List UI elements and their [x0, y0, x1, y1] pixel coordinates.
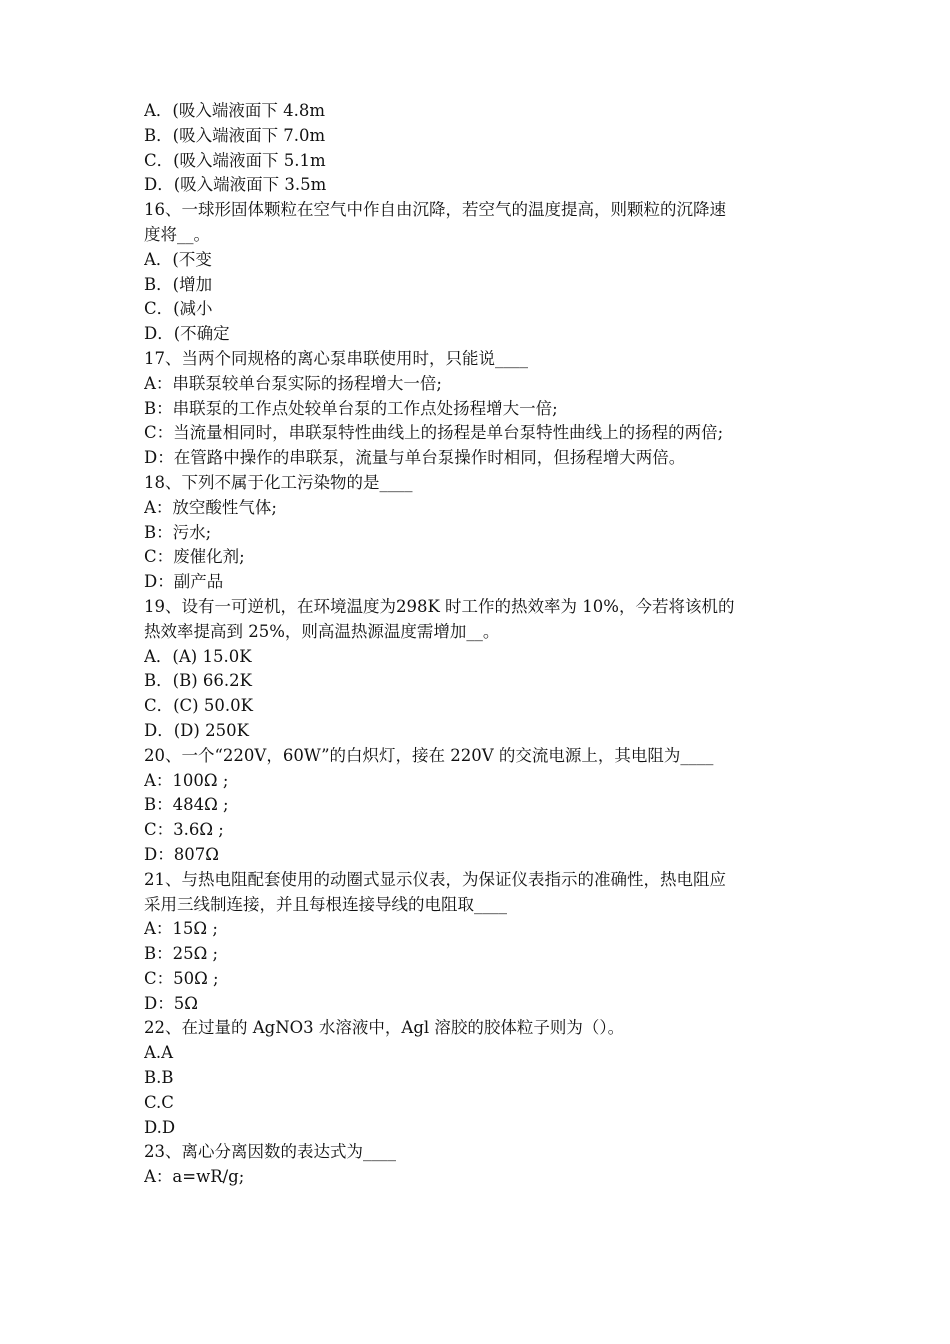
text-line: A．(不变 — [144, 249, 212, 269]
text-line: A：a=wR/g; — [144, 1167, 245, 1187]
text-line: A.A — [144, 1043, 174, 1063]
text-line: C：3.6Ω ; — [144, 820, 224, 840]
text-line: D．(不确定 — [144, 324, 230, 344]
text-line: A：15Ω ; — [144, 919, 218, 939]
text-line: C：当流量相同时，串联泵特性曲线上的扬程是单台泵特性曲线上的扬程的两倍; — [144, 423, 724, 443]
text-line: B．(吸入端液面下 7.0m — [144, 125, 326, 145]
text-line: C：50Ω ; — [144, 968, 219, 988]
text-line: B．(B) 66.2K — [144, 671, 252, 691]
text-line: C．(吸入端液面下 5.1m — [144, 150, 326, 170]
text-line: A：100Ω ; — [144, 770, 229, 790]
text-line: B：25Ω ; — [144, 944, 219, 964]
text-line: D：在管路中操作的串联泵，流量与单台泵操作时相同，但扬程增大两倍。 — [144, 448, 686, 468]
text-line: C：废催化剂; — [144, 547, 245, 567]
text-line: 20、一个“220V，60W”的白炽灯，接在 220V 的交流电源上，其电阻为____ — [144, 745, 714, 765]
text-line: 19、设有一可逆机，在环境温度为298K 时工作的热效率为 10%，今若将该机的 — [144, 596, 735, 616]
text-line: 22、在过量的 AgNO3 水溶液中，Agl 溶胶的胶体粒子则为（）。 — [144, 1018, 625, 1038]
text-line: 16、一球形固体颗粒在空气中作自由沉降，若空气的温度提高，则颗粒的沉降速 — [144, 200, 726, 220]
text-line: 17、当两个同规格的离心泵串联使用时，只能说____ — [144, 348, 528, 368]
text-line: 18、下列不属于化工污染物的是____ — [144, 472, 413, 492]
text-line: 21、与热电阻配套使用的动圈式显示仪表，为保证仪表指示的准确性，热电阻应 — [144, 869, 726, 889]
text-line: D.D — [144, 1117, 176, 1137]
text-line: A：放空酸性气体; — [144, 497, 277, 517]
text-line: A．(吸入端液面下 4.8m — [144, 101, 325, 120]
text-line: D．(吸入端液面下 3.5m — [144, 175, 327, 195]
text-line: B：串联泵的工作点处较单台泵的工作点处扬程增大一倍; — [144, 398, 558, 418]
text-line: 热效率提高到 25%，则高温热源温度需增加__。 — [144, 621, 500, 641]
text-line: B：污水; — [144, 522, 212, 542]
text-line: D：5Ω — [144, 993, 198, 1013]
text-line: C．(减小 — [144, 299, 213, 319]
text-line: A．(A) 15.0K — [144, 646, 252, 666]
text-line: B．(增加 — [144, 274, 213, 294]
document-body — [144, 99, 824, 1190]
text-line: B.B — [144, 1068, 174, 1088]
text-line: D．(D) 250K — [144, 720, 249, 740]
text-line: 23、离心分离因数的表达式为____ — [144, 1142, 396, 1162]
text-line: D：807Ω — [144, 844, 219, 864]
text-line: D：副产品 — [144, 572, 224, 592]
text-line: 度将__。 — [144, 224, 210, 244]
text-line: A：串联泵较单台泵实际的扬程增大一倍; — [144, 373, 442, 393]
text-line: C．(C) 50.0K — [144, 696, 253, 716]
text-line: 采用三线制连接，并且每根连接导线的电阻取____ — [144, 894, 507, 914]
text-line: C.C — [144, 1092, 174, 1112]
text-line: B：484Ω ; — [144, 795, 229, 815]
